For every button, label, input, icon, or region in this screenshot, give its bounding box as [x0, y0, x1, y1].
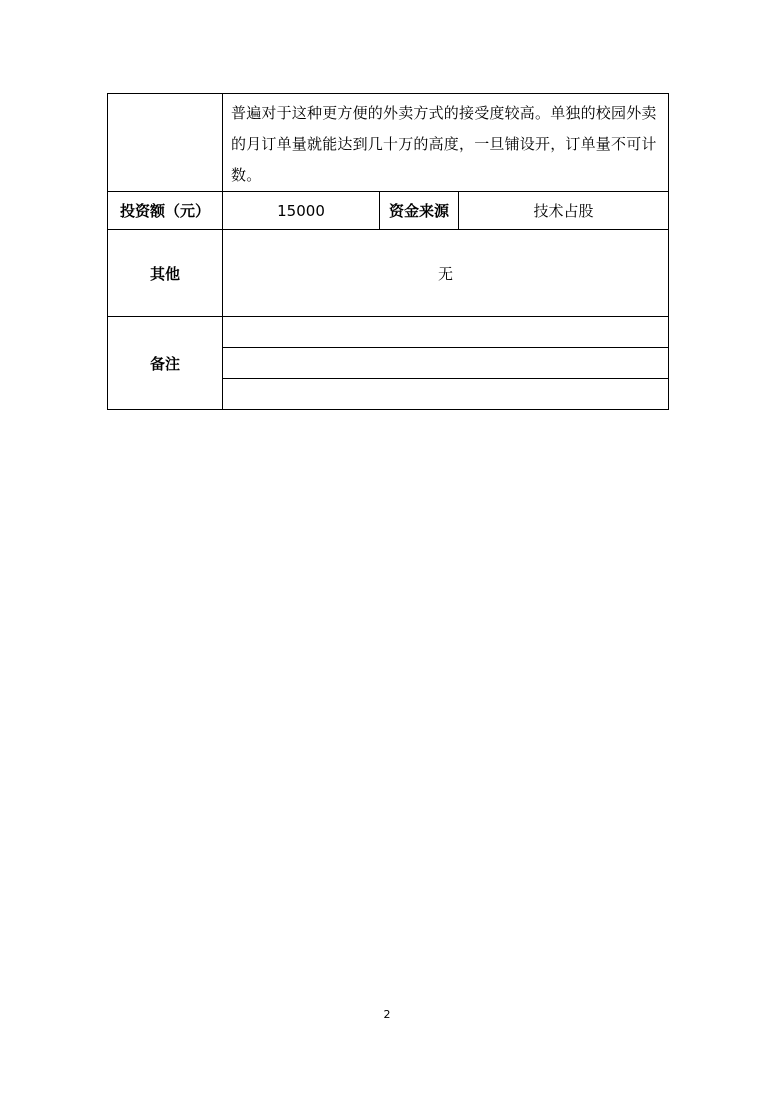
- notes-line-1: [223, 317, 669, 348]
- notes-label: 备注: [108, 317, 223, 410]
- investment-row: [108, 192, 669, 230]
- other-label: 其他: [108, 230, 223, 317]
- notes-row: [108, 317, 669, 348]
- description-row: [108, 94, 669, 192]
- description-label-cell: [108, 94, 223, 192]
- other-row: [108, 230, 669, 317]
- investment-amount-value: 15000: [223, 192, 380, 230]
- funding-source-value: 技术占股: [459, 192, 669, 230]
- notes-line-2: [223, 348, 669, 379]
- funding-source-label: 资金来源: [380, 192, 459, 230]
- notes-line-3: [223, 379, 669, 410]
- description-text: 普遍对于这种更方便的外卖方式的接受度较高。单独的校园外卖的月订单量就能达到几十万的高度，一旦铺设开，订单量不可计数。: [223, 94, 669, 192]
- project-info-table: [107, 93, 669, 410]
- investment-amount-label: 投资额（元）: [108, 192, 223, 230]
- other-value: 无: [223, 230, 669, 317]
- page-number: 2: [383, 1008, 391, 1021]
